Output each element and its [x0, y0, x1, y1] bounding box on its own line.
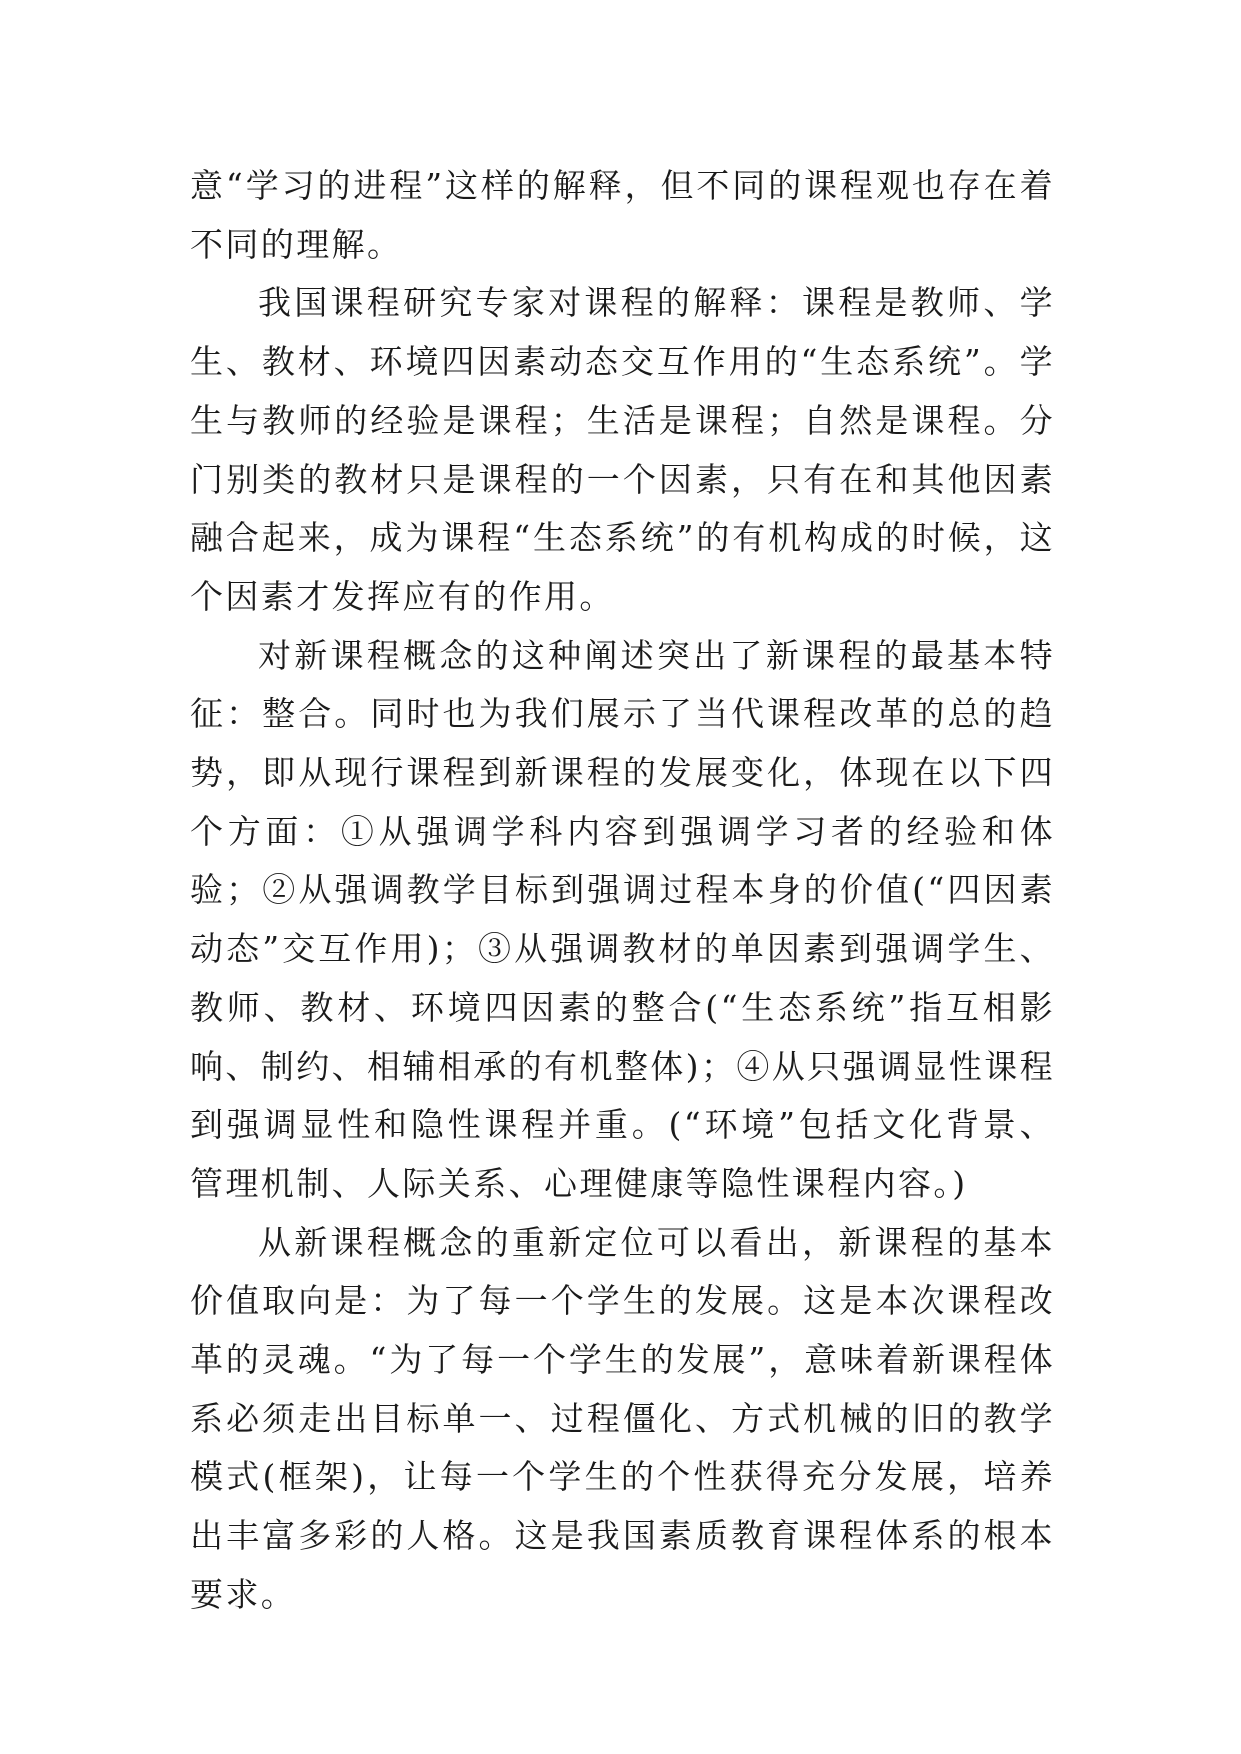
paragraph-value-orientation: 从新课程概念的重新定位可以看出，新课程的基本价值取向是：为了每一个学生的发展。这是本次课程改革的灵魂。“为了每一个学生的发展”，意味着新课程体系必须走出目标单一、过程僵化、方式机械的旧的教学模式(框架)，让每一个学生的个性获得充分发展，培养出丰富多彩的人格。这是我国素质教育课程体系的根本要求。: [190, 1222, 1055, 1614]
paragraph-integration-trends: 对新课程概念的这种阐述突出了新课程的最基本特征：整合。同时也为我们展示了当代课程改革的总的趋势，即从现行课程到新课程的发展变化，体现在以下四个方面：①从强调学科内容到强调学习者的经验和体验；②从强调教学目标到强调过程本身的价值(“四因素动态”交互作用)；③从强调教材的单因素到强调学生、教师、教材、环境四因素的整合(“生态系统”指互相影响、制约、相辅相承的有机整体)；④从只强调显性课程到强调显性和隐性课程并重。(“环境”包括文化背景、管理机制、人际关系、心理健康等隐性课程内容。): [190, 635, 1055, 1203]
document-body: [190, 157, 1055, 1625]
paragraph-curriculum-definition: 我国课程研究专家对课程的解释：课程是教师、学生、教材、环境四因素动态交互作用的“生态系统”。学生与教师的经验是课程；生活是课程；自然是课程。分门别类的教材只是课程的一个因素，只有在和其他因素融合起来，成为课程“生态系统”的有机构成的时候，这个因素才发挥应有的作用。: [190, 283, 1055, 616]
paragraph-continuation: 意“学习的进程”这样的解释，但不同的课程观也存在着不同的理解。: [190, 166, 1055, 264]
